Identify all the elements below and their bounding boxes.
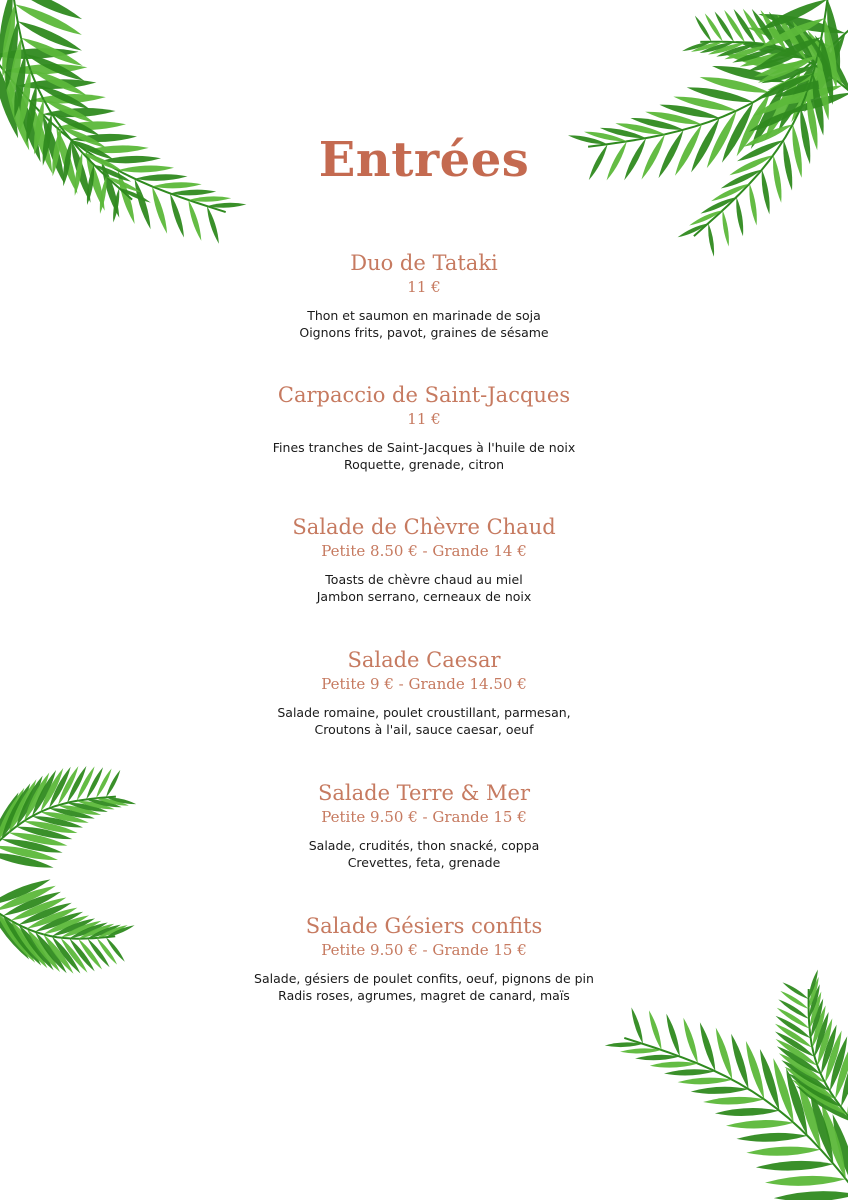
item-price: Petite 9.50 € - Grande 15 € bbox=[321, 808, 527, 826]
palm-leaf-top-right bbox=[682, 9, 848, 114]
item-description bbox=[0, 970, 848, 1004]
item-price: 11 € bbox=[407, 278, 441, 296]
menu-item bbox=[0, 913, 848, 1004]
item-name: Salade Caesar bbox=[347, 648, 501, 672]
page-title: Entrées bbox=[318, 132, 530, 188]
item-price: Petite 9.50 € - Grande 15 € bbox=[321, 941, 527, 959]
item-description-line: Salade, crudités, thon snacké, coppa bbox=[308, 838, 540, 853]
menu-item bbox=[0, 382, 848, 473]
item-description-line: Fines tranches de Saint-Jacques à l'huile de noix bbox=[272, 440, 576, 455]
item-name: Duo de Tataki bbox=[350, 251, 498, 275]
menu-item bbox=[0, 250, 848, 341]
item-description bbox=[0, 571, 848, 605]
item-description-line: Crevettes, feta, grenade bbox=[347, 855, 501, 870]
palm-leaf-bottom-right bbox=[605, 1007, 848, 1200]
palm-leaf-top-left bbox=[0, 0, 151, 223]
item-description-line: Salade, gésiers de poulet confits, oeuf, pignons de pin bbox=[254, 971, 594, 986]
item-description-line: Oignons frits, pavot, graines de sésame bbox=[299, 325, 549, 340]
item-name: Salade de Chèvre Chaud bbox=[292, 515, 556, 539]
item-description-line: Salade romaine, poulet croustillant, parmesan, bbox=[277, 705, 571, 720]
menu-item bbox=[0, 780, 848, 871]
item-description bbox=[0, 704, 848, 738]
item-description-line: Roquette, grenade, citron bbox=[343, 457, 505, 472]
item-name: Carpaccio de Saint-Jacques bbox=[277, 383, 571, 407]
item-price: 11 € bbox=[407, 410, 441, 428]
menu-item bbox=[0, 514, 848, 605]
item-description-line: Thon et saumon en marinade de soja bbox=[307, 308, 541, 323]
item-description bbox=[0, 837, 848, 871]
item-name: Salade Terre & Mer bbox=[317, 781, 530, 805]
menu-item bbox=[0, 647, 848, 738]
item-name: Salade Gésiers confits bbox=[305, 914, 543, 938]
item-description-line: Toasts de chèvre chaud au miel bbox=[325, 572, 523, 587]
item-price: Petite 9 € - Grande 14.50 € bbox=[321, 675, 527, 693]
palm-leaf-top-right bbox=[678, 0, 841, 257]
item-description-line: Croutons à l'ail, sauce caesar, oeuf bbox=[314, 722, 534, 737]
item-description-line: Jambon serrano, cerneaux de noix bbox=[316, 589, 532, 604]
item-description bbox=[0, 439, 848, 473]
item-description bbox=[0, 307, 848, 341]
item-description-line: Radis roses, agrumes, magret de canard, maïs bbox=[278, 988, 570, 1003]
item-price: Petite 8.50 € - Grande 14 € bbox=[321, 542, 527, 560]
